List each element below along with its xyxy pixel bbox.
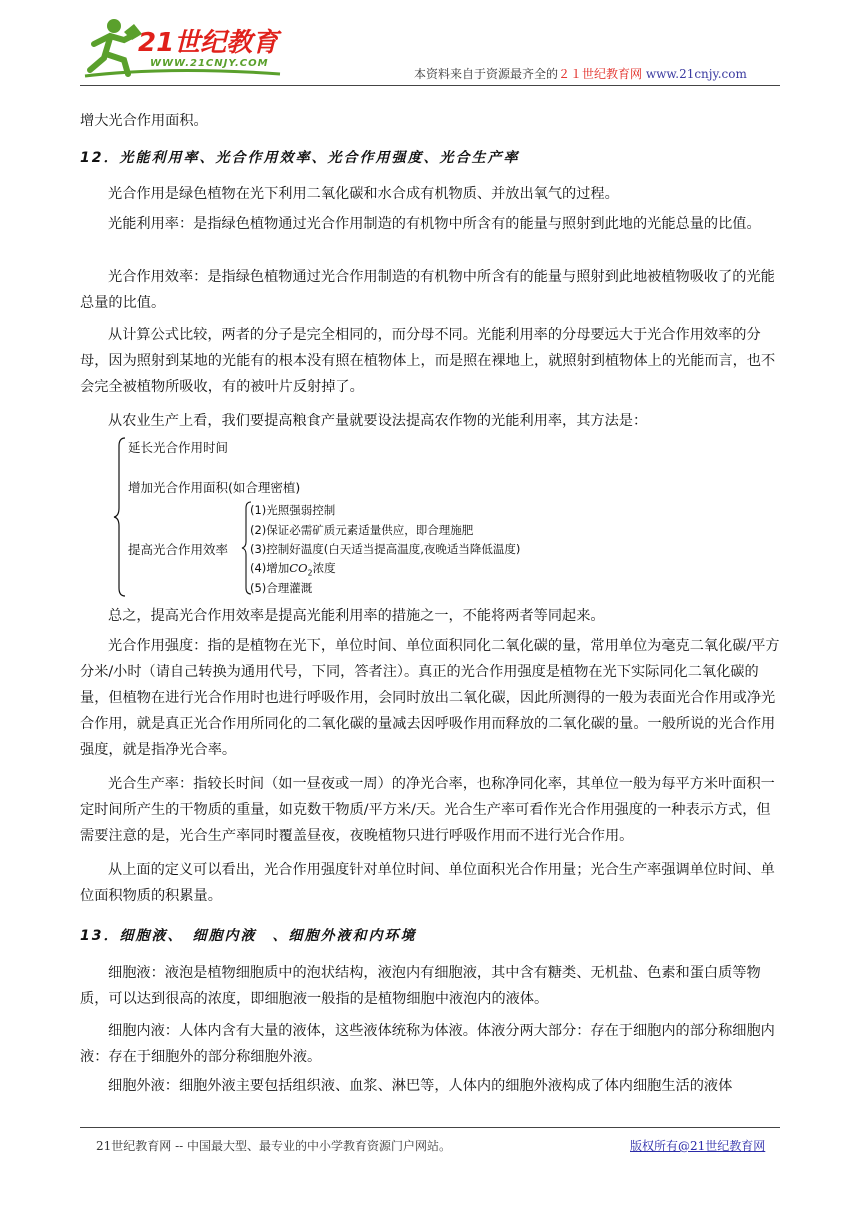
section-heading-12: 12．光能利用率、光合作用效率、光合作用强度、光合生产率 bbox=[80, 150, 520, 166]
paragraph-4: 从计算公式比较，两者的分子是完全相同的，而分母不同。光能利用率的分母要远大于光合作用效率的分母，因为照射到某地的光能有的根本没有照在植物体上，而是照在裸地上，就照射到植物体上的光能而言，也不会完全被植物所吸收，有的被叶片反射掉了。 bbox=[80, 327, 776, 395]
brace-item-1: 延长光合作用时间 bbox=[128, 440, 229, 455]
left-brace-icon bbox=[112, 436, 128, 598]
paragraph-top: 增大光合作用面积。 bbox=[80, 113, 208, 129]
sub-item-5: (5)合理灌溉 bbox=[250, 581, 313, 595]
sub-item-3: (3)控制好温度(白天适当提高温度,夜晚适当降低温度) bbox=[250, 542, 521, 556]
section-heading-13: 13．细胞液、 细胞内液 、细胞外液和内环境 bbox=[80, 928, 417, 944]
footer-divider bbox=[80, 1127, 780, 1128]
paragraph-10: 细胞液：液泡是植物细胞质中的泡状结构，液泡内有细胞液，其中含有糖类、无机盐、色素和蛋白质等物质，可以达到很高的浓度，即细胞液一般指的是植物细胞中液泡内的液体。 bbox=[80, 965, 761, 1007]
paragraph-1: 光合作用是绿色植物在光下利用二氧化碳和水合成有机物质、并放出氧气的过程。 bbox=[108, 186, 619, 202]
paragraph-12: 细胞外液：细胞外液主要包括组织液、血浆、淋巴等，人体内的细胞外液构成了体内细胞生活的液体 bbox=[108, 1078, 733, 1094]
paragraph-7: 光合作用强度：指的是植物在光下，单位时间、单位面积同化二氧化碳的量，常用单位为毫克二氧化碳/平方分米/小时（请自己转换为通用代号，下同，答者注）。真正的光合作用强度是植物在光下实际同化二氧化碳的量，但植物在进行光合作用时也进行呼吸作用，会同时放出二氧化碳，因此所测得的一般为表面光合作用或净光合作用，就是真正光合作用所同化的二氧化碳的量减去因呼吸作用而释放的二氧化碳的量。一般所说的光合作用强度，就是指净光合率。 bbox=[80, 638, 780, 758]
header-divider bbox=[80, 85, 780, 86]
sub-item-2: (2)保证必需矿质元素适量供应，即合理施肥 bbox=[250, 523, 474, 537]
brace-item-3: 提高光合作用效率 bbox=[128, 542, 229, 557]
source-prefix: 本资料来自于资源最齐全的 bbox=[414, 67, 559, 81]
paragraph-6: 总之，提高光合作用效率是提高光能利用率的措施之一，不能将两者等同起来。 bbox=[108, 608, 605, 624]
footer-tagline: 21世纪教育网 -- 中国最大型、最专业的中小学教育资源门户网站。 bbox=[96, 1139, 452, 1153]
logo-wordmark: 21世纪教育 bbox=[138, 28, 279, 58]
sub-item-1: (1)光照强弱控制 bbox=[250, 503, 336, 517]
source-url-link[interactable]: www.21cnjy.com bbox=[645, 67, 747, 81]
logo-url: WWW.21CNJY.COM bbox=[150, 58, 269, 69]
header-source-line bbox=[414, 65, 747, 82]
paragraph-8: 光合生产率：指较长时间（如一昼夜或一周）的净光合率，也称净同化率，其单位一般为每平方米叶面积一定时间所产生的干物质的重量，如克数干物质/平方米/天。光合生产率可看作光合作用强度的一种表示方式，但需要注意的是，光合生产率同时覆盖昼夜，夜晚植物只进行呼吸作用而不进行光合作用。 bbox=[80, 776, 775, 844]
brace-item-2: 增加光合作用面积(如合理密植) bbox=[128, 480, 301, 495]
site-logo bbox=[80, 14, 290, 80]
paragraph-3: 光合作用效率：是指绿色植物通过光合作用制造的有机物中所含有的能量与照射到此地被植物吸收了的光能总量的比值。 bbox=[80, 269, 775, 311]
paragraph-2: 光能利用率：是指绿色植物通过光合作用制造的有机物中所含有的能量与照射到此地的光能总量的比值。 bbox=[108, 216, 761, 232]
paragraph-9: 从上面的定义可以看出，光合作用强度针对单位时间、单位面积光合作用量；光合生产率强调单位时间、单位面积物质的积累量。 bbox=[80, 862, 775, 904]
footer-copyright-link[interactable]: 版权所有@21世纪教育网 bbox=[630, 1139, 766, 1153]
paragraph-5: 从农业生产上看，我们要提高粮食产量就要设法提高农作物的光能利用率，其方法是： bbox=[108, 413, 648, 429]
paragraph-11: 细胞内液：人体内含有大量的液体，这些液体统称为体液。体液分两大部分：存在于细胞内的部分称细胞内液：存在于细胞外的部分称细胞外液。 bbox=[80, 1023, 775, 1065]
sub-item-4: (4)增加$CO_2$浓度 bbox=[250, 561, 336, 578]
source-site[interactable]: ２１世纪教育网 bbox=[558, 67, 643, 81]
